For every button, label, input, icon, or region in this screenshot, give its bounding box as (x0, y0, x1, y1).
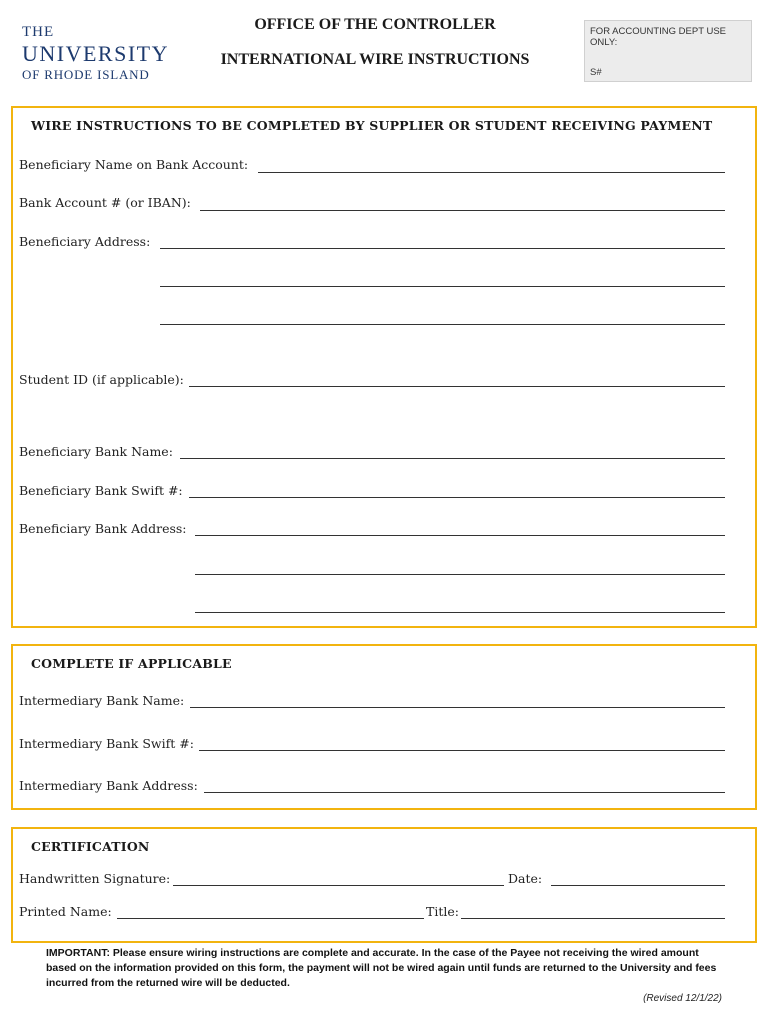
university-logo (22, 24, 169, 82)
certification-section-title: CERTIFICATION (31, 839, 150, 854)
bank-name-label: Beneficiary Bank Name: (19, 444, 173, 459)
intermediary-section-title: COMPLETE IF APPLICABLE (31, 656, 232, 671)
signature-field[interactable] (173, 885, 504, 886)
printed-name-label: Printed Name: (19, 904, 112, 919)
title-field[interactable] (461, 918, 725, 919)
intermediary-bank-name-field[interactable] (190, 707, 725, 708)
accounting-use-box (584, 20, 752, 82)
intermediary-bank-address-field[interactable] (204, 792, 725, 793)
student-id-field[interactable] (189, 386, 725, 387)
title-label: Title: (426, 904, 459, 919)
intermediary-section (11, 644, 757, 810)
form-title: INTERNATIONAL WIRE INSTRUCTIONS (220, 51, 530, 68)
wire-instructions-section (11, 106, 757, 628)
revision-date: (Revised 12/1/22) (643, 993, 722, 1004)
printed-name-field[interactable] (117, 918, 424, 919)
bank-address-field-1[interactable] (195, 535, 725, 536)
wire-section-title: WIRE INSTRUCTIONS TO BE COMPLETED BY SUPPLIER OR STUDENT RECEIVING PAYMENT (31, 118, 713, 133)
beneficiary-address-field-2[interactable] (160, 286, 725, 287)
office-title: OFFICE OF THE CONTROLLER (254, 16, 496, 33)
beneficiary-address-field-3[interactable] (160, 324, 725, 325)
intermediary-bank-name-label: Intermediary Bank Name: (19, 693, 185, 708)
logo-line-university: UNIVERSITY (22, 41, 169, 66)
date-label: Date: (508, 871, 543, 886)
bank-account-label: Bank Account # (or IBAN): (19, 195, 191, 210)
intermediary-bank-swift-field[interactable] (199, 750, 725, 751)
bank-address-field-2[interactable] (195, 574, 725, 575)
date-field[interactable] (551, 885, 725, 886)
bank-account-field[interactable] (200, 210, 725, 211)
student-id-label: Student ID (if applicable): (19, 372, 184, 387)
beneficiary-name-label: Beneficiary Name on Bank Account: (19, 157, 249, 172)
bank-swift-field[interactable] (189, 497, 725, 498)
intermediary-bank-address-label: Intermediary Bank Address: (19, 778, 198, 793)
bank-swift-label: Beneficiary Bank Swift #: (19, 483, 183, 498)
bank-name-field[interactable] (180, 458, 725, 459)
beneficiary-address-field-1[interactable] (160, 248, 725, 249)
beneficiary-address-label: Beneficiary Address: (19, 234, 151, 249)
important-note: IMPORTANT: Please ensure wiring instructions are complete and accurate. In the case of the Payee not receiving the wired amount based on the information provided on this form, the payment will not be wired again until funds are returned to the University and fees incurred from the returned wire will be deducted. (46, 947, 717, 989)
certification-section (11, 827, 757, 943)
accounting-use-label: FOR ACCOUNTING DEPT USE ONLY: (590, 26, 727, 48)
beneficiary-name-field[interactable] (258, 172, 725, 173)
intermediary-bank-swift-label: Intermediary Bank Swift #: (19, 736, 194, 751)
logo-line-the: THE (22, 24, 55, 40)
logo-line-rhode-island: OF RHODE ISLAND (22, 67, 150, 82)
bank-address-field-3[interactable] (195, 612, 725, 613)
s-number-label: S# (590, 67, 602, 78)
bank-address-label: Beneficiary Bank Address: (19, 521, 187, 536)
signature-label: Handwritten Signature: (19, 871, 171, 886)
